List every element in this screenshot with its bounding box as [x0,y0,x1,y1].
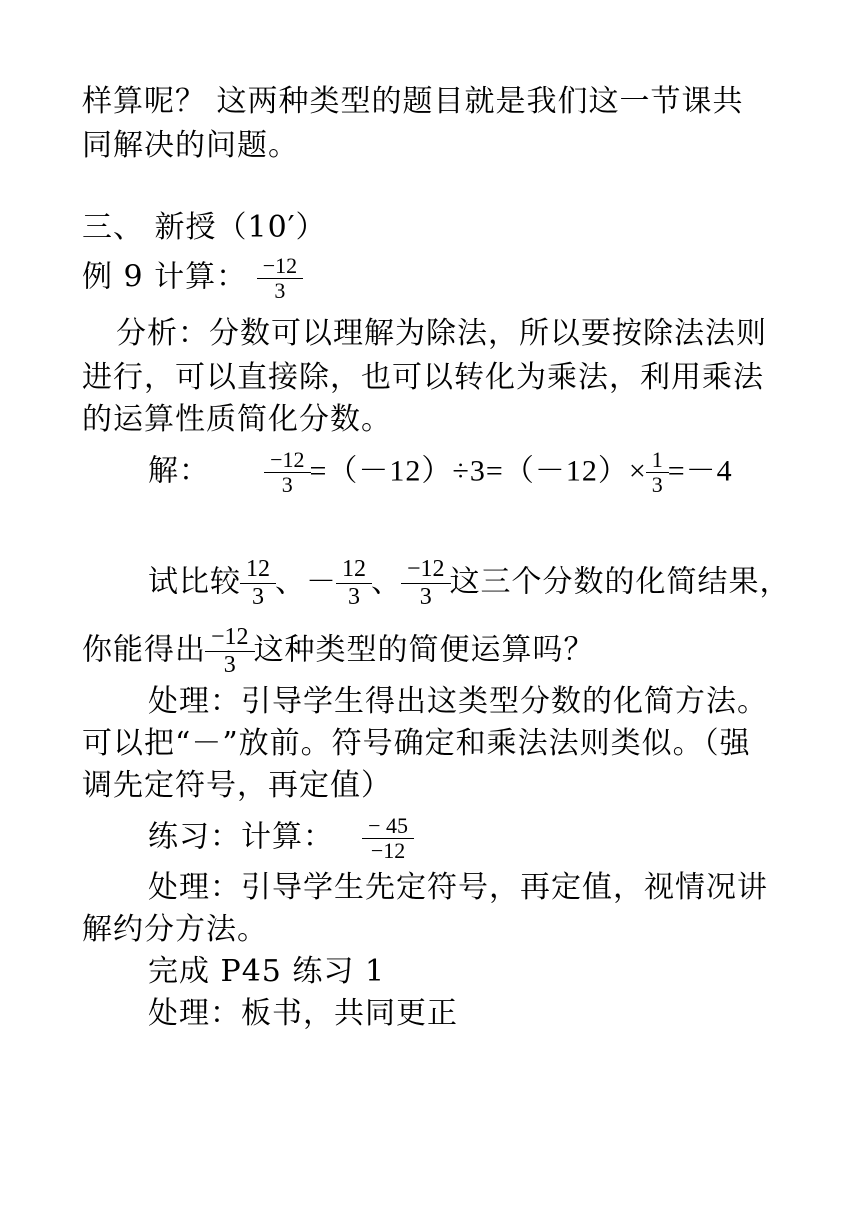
handle-line-3: 调先定符号，再定值） [82,768,392,803]
numerator: −12 [407,556,445,582]
denominator: 3 [240,583,276,611]
solution-label: 解： [148,453,210,489]
line-2: 同解决的问题。 [82,128,299,163]
denominator: 3 [264,472,310,497]
practice-label: 练习：计算： [148,819,334,855]
numerator: 12 [246,556,270,582]
numerator: − 45 [368,813,409,838]
numerator: 12 [342,556,366,582]
line-1: 样算呢？ 这两种类型的题目就是我们这一节课共 [82,84,744,119]
handle2-line-2: 解约分方法。 [82,912,268,947]
denominator: 3 [205,651,255,679]
compare2-suffix: 这种类型的简便运算吗？ [253,632,595,668]
handle3-line: 处理：板书，共同更正 [148,996,458,1031]
handle-line-1: 处理：引导学生得出这类型分数的化简方法。 [148,684,768,719]
practice-line [148,814,413,863]
solution-line [148,448,733,497]
numerator: −12 [270,447,305,472]
denominator: −12 [362,838,414,863]
fraction-neg12-3 [267,448,307,497]
example-label: 例 9 计算： [82,259,248,295]
fraction-neg12-3 [208,624,252,679]
analysis-line-3: 的运算性质简化分数。 [82,402,392,437]
fraction-1-3 [649,448,666,497]
numerator: 1 [651,447,663,472]
denominator: 3 [646,472,669,497]
section-heading: 三、 新授（10′） [82,210,327,245]
numerator: −12 [262,253,298,278]
compare2-prefix: 你能得出 [82,632,206,668]
denominator: 3 [336,583,372,611]
denominator: 3 [257,278,303,303]
compare-suffix: 这三个分数的化简结果， [449,564,791,600]
numerator: −12 [211,624,249,650]
denominator: 3 [401,583,451,611]
solution-expression: =（－12）÷3=（－12）× [309,454,647,488]
compare-line-2 [82,624,595,679]
fraction-12-3 [339,556,369,611]
compare-separator: 、－ [275,564,337,600]
example-9 [82,254,302,303]
compare-line-1 [148,556,791,611]
solution-result: =－4 [667,454,733,488]
compare-separator: 、 [371,564,402,600]
fraction-neg45-neg12 [365,814,411,863]
analysis-line-1: 分析：分数可以理解为除法，所以要按除法法则 [116,316,767,351]
fraction-neg12-3 [260,254,300,303]
analysis-line-2: 进行，可以直接除，也可以转化为乘法，利用乘法 [82,360,764,395]
fraction-neg12-3 [404,556,448,611]
handle2-line-1: 处理：引导学生先定符号，再定值，视情况讲 [148,870,768,905]
handle-line-2: 可以把“－”放前。符号确定和乘法法则类似。（强 [82,726,751,761]
compare-prefix: 试比较 [148,564,241,600]
fraction-12-3 [243,556,273,611]
finish-line: 完成 P45 练习 1 [148,954,386,989]
